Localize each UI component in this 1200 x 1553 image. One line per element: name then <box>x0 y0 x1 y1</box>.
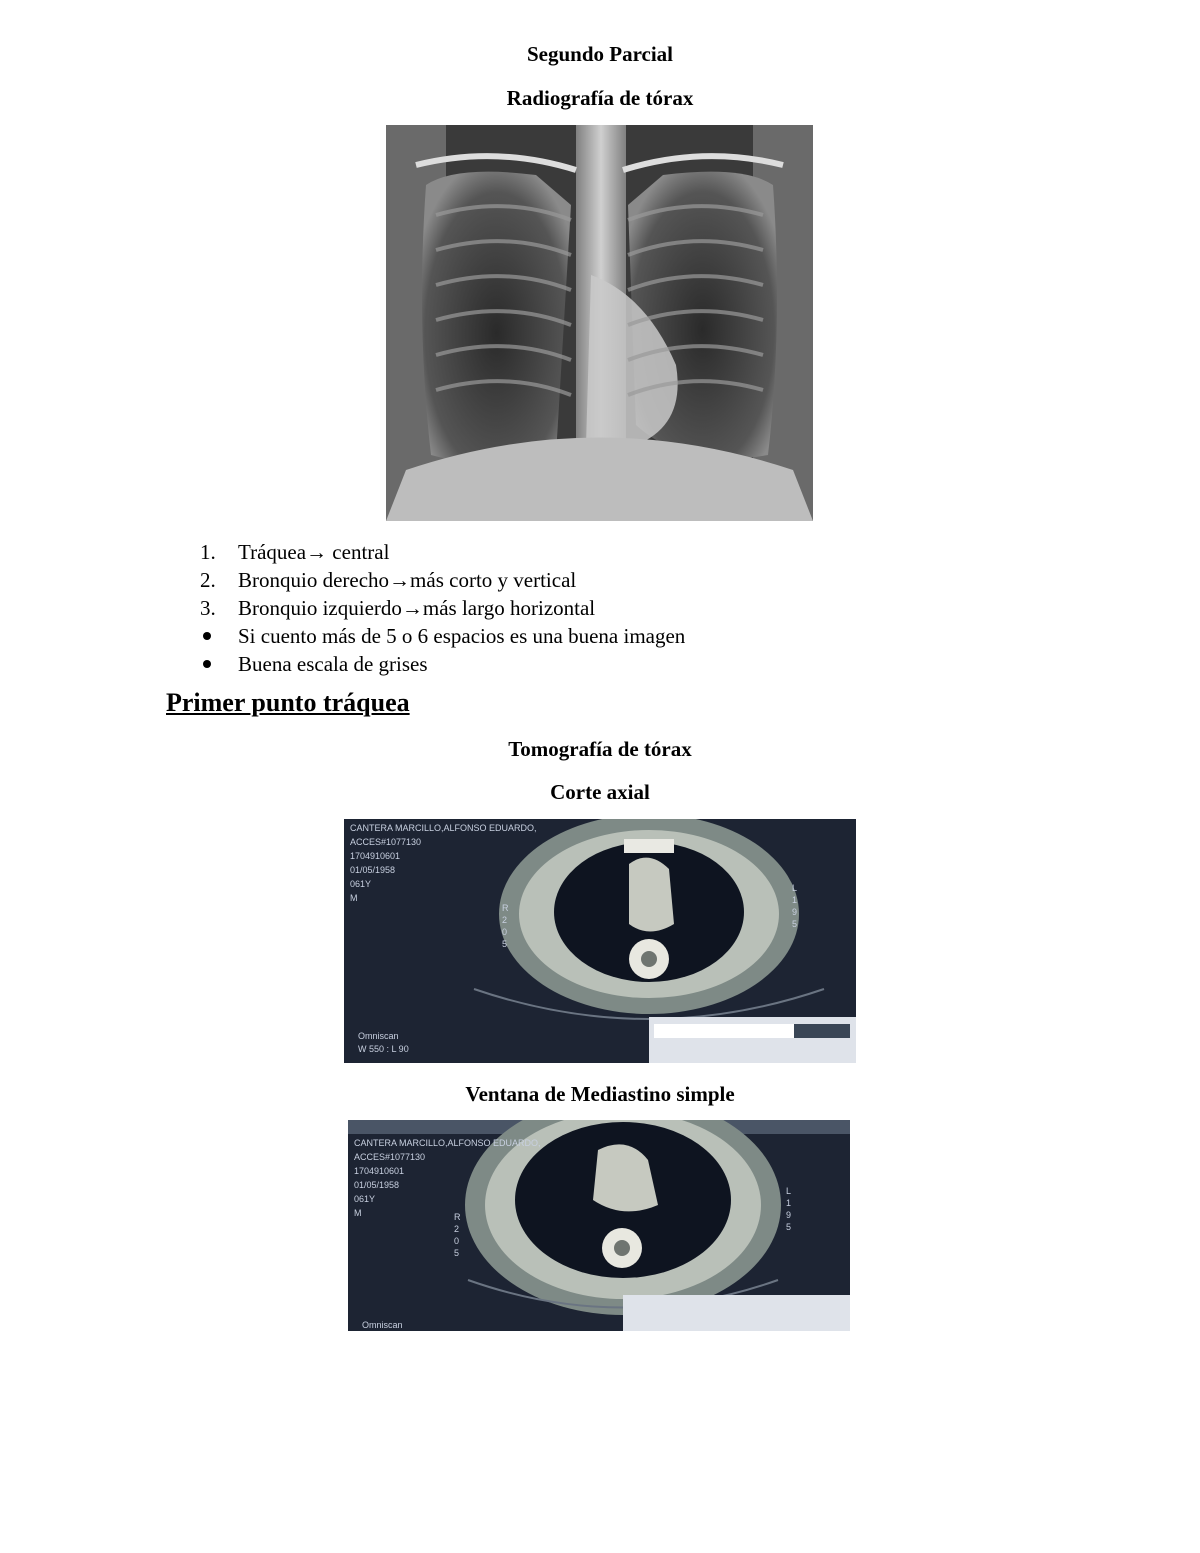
ct-side-mark: 9 <box>792 907 798 917</box>
ct-axial-image <box>344 819 856 1063</box>
ct-side-mark: R <box>454 1212 461 1222</box>
ct-side-mark: 0 <box>502 927 508 937</box>
list-number: 1. <box>200 540 216 564</box>
ct-mediastinum-image <box>348 1120 850 1331</box>
ct-overlay-line: CANTERA MARCILLO,ALFONSO EDUARDO, <box>350 823 537 833</box>
chest-xray-image <box>386 125 813 521</box>
item-term: Bronquio izquierdo <box>238 596 402 620</box>
ct-side-mark: 5 <box>792 919 798 929</box>
item-text: Si cuento más de 5 o 6 espacios es una buena imagen <box>238 624 686 648</box>
ct-scan-icon <box>348 1120 850 1331</box>
bullet-icon <box>203 660 211 668</box>
ct-caption: Ventana de Mediastino simple <box>465 1082 735 1106</box>
ct-overlay-line: M <box>350 893 358 903</box>
bullet-icon <box>203 632 211 640</box>
list-item <box>200 594 685 622</box>
list-number: 3. <box>200 596 216 620</box>
ct-side-mark: R <box>502 903 509 913</box>
ct-overlay-line: 01/05/1958 <box>354 1180 400 1190</box>
ct-scan-icon <box>344 819 856 1063</box>
section-heading: Primer punto tráquea <box>166 688 410 717</box>
bullet-list <box>200 622 685 678</box>
ct-footer-name: Omniscan <box>362 1320 403 1330</box>
document-subtitle: Radiografía de tórax <box>506 86 694 110</box>
item-text: más corto y vertical <box>410 568 577 592</box>
arrow-icon: → <box>306 540 328 564</box>
ct-overlay-line: ACCES#1077130 <box>354 1152 426 1162</box>
ct-side-mark: L <box>786 1186 792 1196</box>
findings-list <box>200 538 685 678</box>
list-number: 2. <box>200 568 216 592</box>
ct-overlay-line: 1704910601 <box>354 1166 405 1176</box>
arrow-icon: → <box>389 568 411 592</box>
tomography-title: Tomografía de tórax <box>508 737 692 761</box>
ct-footer-window: W 550 : L 90 <box>358 1044 409 1054</box>
item-term: Tráquea <box>238 540 307 564</box>
arrow-icon: → <box>401 596 423 620</box>
ct-side-mark: 5 <box>786 1222 792 1232</box>
list-item <box>200 622 685 650</box>
ct-overlay-line: 1704910601 <box>350 851 401 861</box>
ct-side-mark: 0 <box>454 1236 460 1246</box>
list-item <box>200 650 685 678</box>
ct-side-mark: 2 <box>454 1224 460 1234</box>
item-text: Buena escala de grises <box>238 652 428 676</box>
ct-side-mark: 1 <box>786 1198 792 1208</box>
ct-overlay-line: 01/05/1958 <box>350 865 396 875</box>
list-item <box>200 538 685 566</box>
ct-overlay-line: 061Y <box>350 879 372 889</box>
ct-overlay-line: ACCES#1077130 <box>350 837 422 847</box>
document-title: Segundo Parcial <box>526 42 674 66</box>
ct-side-mark: 1 <box>792 895 798 905</box>
numbered-list <box>200 538 685 622</box>
item-text: más largo horizontal <box>422 596 596 620</box>
ct-overlay-line: CANTERA MARCILLO,ALFONSO EDUARDO, <box>354 1138 541 1148</box>
ct-side-mark: 2 <box>502 915 508 925</box>
ct-footer-name: Omniscan <box>358 1031 399 1041</box>
ct-side-mark: 5 <box>454 1248 460 1258</box>
tomography-subtitle: Corte axial <box>550 780 650 804</box>
chest-xray-icon <box>386 125 813 521</box>
ct-side-mark: 5 <box>502 939 508 949</box>
ct-side-mark: 9 <box>786 1210 792 1220</box>
item-text: central <box>327 540 390 564</box>
list-item <box>200 566 685 594</box>
ct-side-mark: L <box>792 883 798 893</box>
item-term: Bronquio derecho <box>238 568 390 592</box>
ct-overlay-line: 061Y <box>354 1194 376 1204</box>
ct-overlay-line: M <box>354 1208 362 1218</box>
